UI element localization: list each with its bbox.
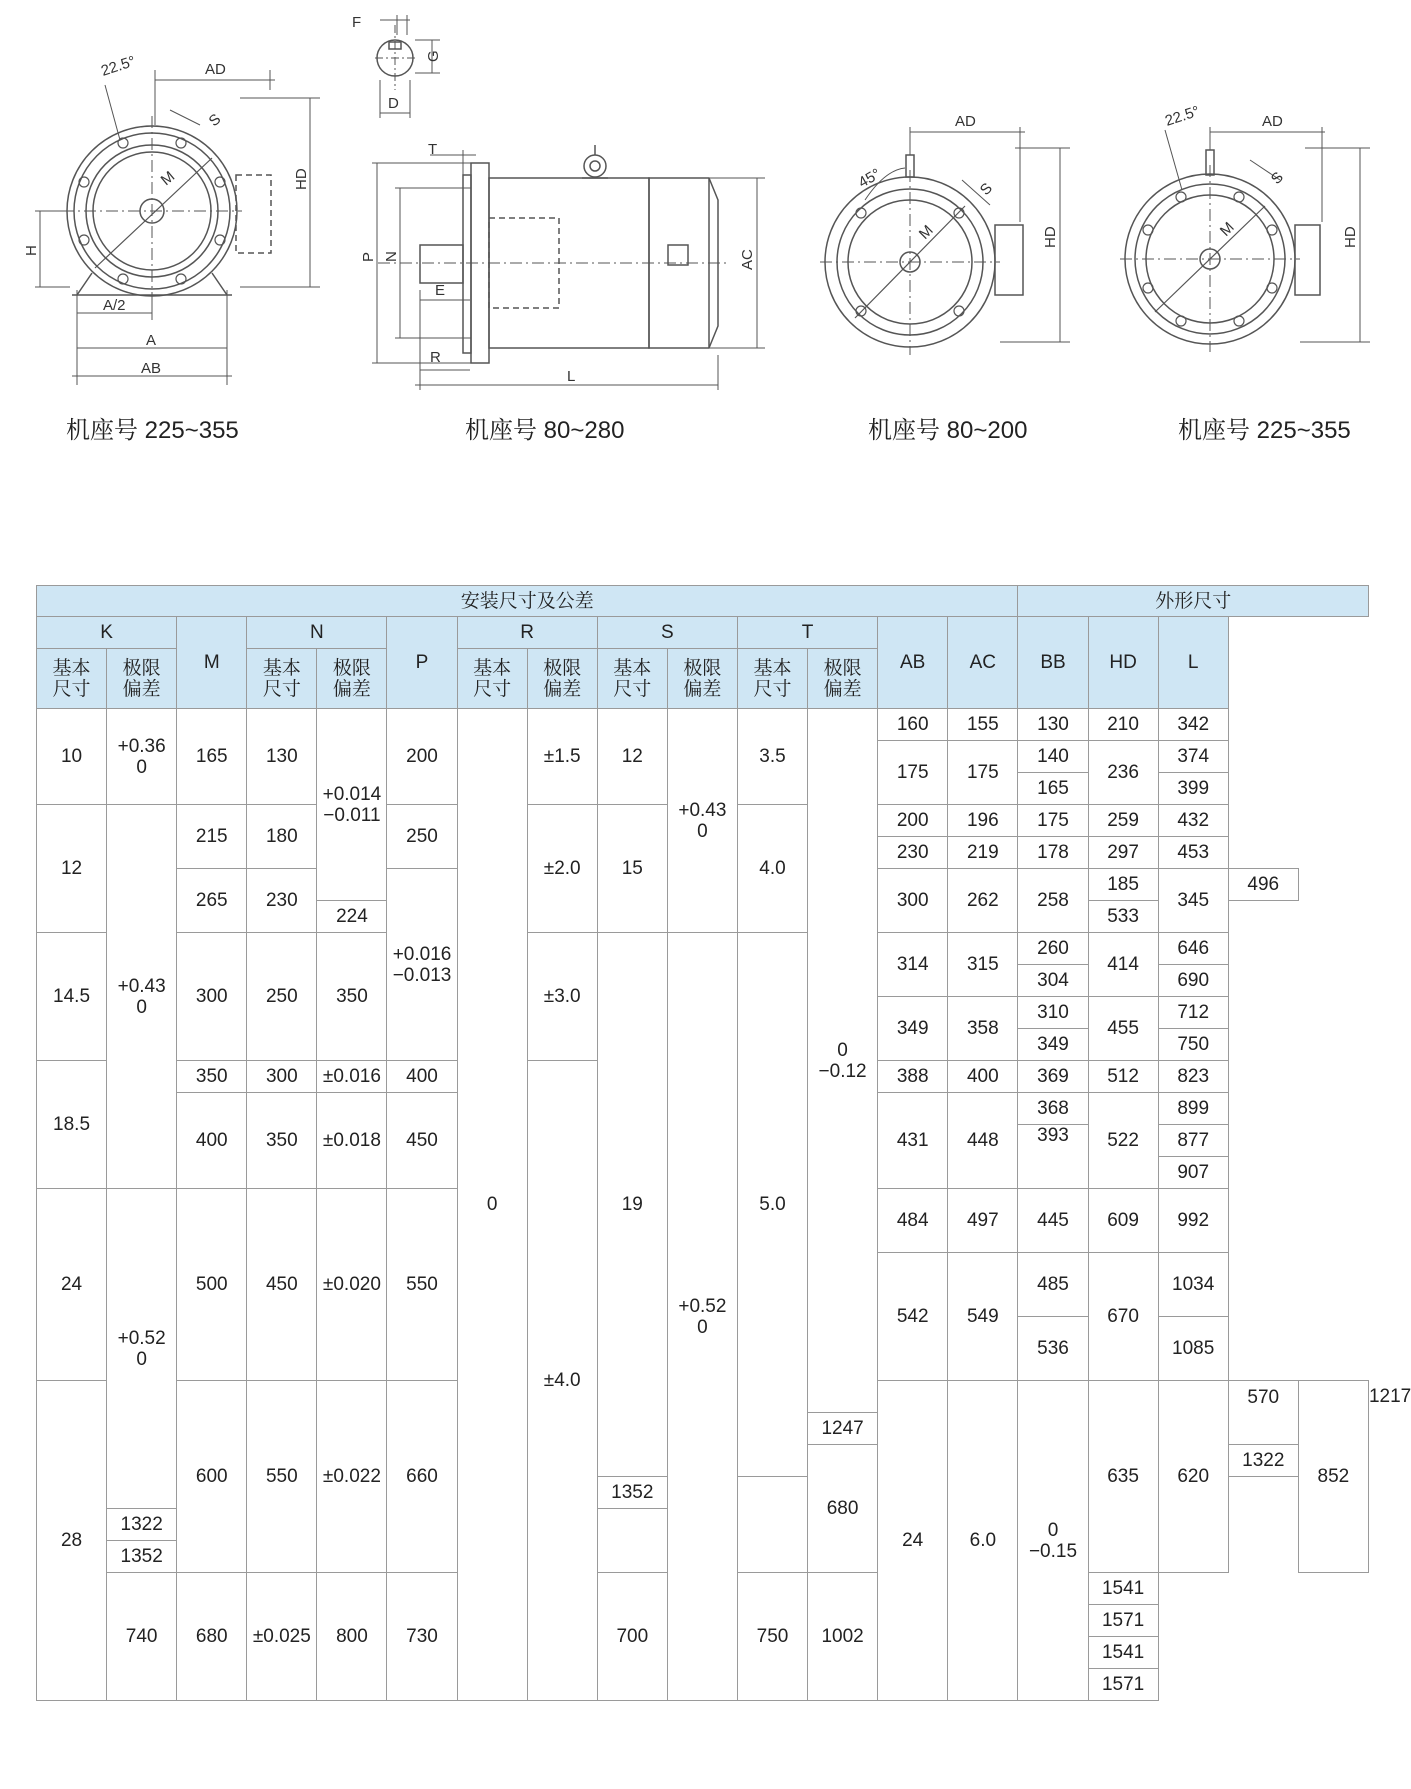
k-tol: +0.52 0 [107,1189,177,1509]
n-tol: +0.014 −0.011 [317,709,387,901]
hd-cell: 512 [1088,1061,1158,1093]
header-outline: 外形尺寸 [1018,586,1369,617]
hd-cell: 236 [1088,741,1158,805]
m-cell: 350 [177,1061,247,1093]
l-cell: 374 [1158,741,1228,773]
ab-cell: 200 [878,805,948,837]
bb-cell: 165 [1018,773,1088,805]
header-k: K [37,617,177,649]
bb-cell: 570 [1228,1381,1298,1445]
ac-cell: 400 [948,1061,1018,1093]
label-angle: 45° [855,165,884,192]
bb-cell: 368 [1018,1093,1088,1125]
t-basic: 3.5 [737,709,807,805]
header-r-tol: 极限 偏差 [527,649,597,709]
m-cell: 300 [177,933,247,1061]
l-cell: 533 [1088,901,1158,933]
header-t-tol: 极限 偏差 [808,649,878,709]
l-cell: 432 [1158,805,1228,837]
t-basic: 4.0 [737,805,807,933]
label-a-half: A/2 [103,297,126,314]
label-ab: AB [141,360,162,377]
m-cell: 165 [177,709,247,805]
hd-cell: 297 [1088,837,1158,869]
l-cell: 712 [1158,997,1228,1029]
k-tol: +0.36 0 [107,709,177,805]
l-cell: 1085 [1158,1317,1228,1381]
header-t-basic: 基本 尺寸 [737,649,807,709]
label-p: P [360,251,377,262]
header-k-tol: 极限 偏差 [107,649,177,709]
bb-cell: 175 [1018,805,1088,837]
m-cell: 400 [177,1093,247,1189]
s-tol: +0.52 0 [667,933,737,1701]
header-s: S [597,617,737,649]
header-r: R [457,617,597,649]
caption-3: 机座号 80~200 [868,417,1028,444]
header-l: L [1158,617,1228,709]
hd-cell: 345 [1158,869,1228,933]
r-tol: ±1.5 [527,709,597,805]
bb-cell: 304 [1018,965,1088,997]
header-ab: AB [878,617,948,709]
ac-cell: 549 [948,1253,1018,1381]
header-n-tol: 极限 偏差 [317,649,387,709]
l-cell: 1322 [107,1509,177,1541]
ab-cell: 388 [878,1061,948,1093]
l-cell: 496 [1228,869,1298,901]
label-a: A [146,332,157,349]
ac-cell: 196 [948,805,1018,837]
k-basic: 18.5 [37,1061,107,1189]
dimension-table: 安装尺寸及公差 外形尺寸 K M N P R S T AB AC BB HD L 基本 尺寸 极限 偏差 基本 尺寸 极限 偏差 基本 尺寸 极限 偏差 基本 尺寸 极限 偏差 基本 尺寸 极限 偏差 10 +0.36 0 165 130 +0.014 −0.011 200 0 ±1.5 12 +0.43 0 3.5 0 −0.12 160 155 130 210 342 175 175 140 236 374 165 399 12 +0.43 0 215 180 250 ±2.0 15 4.0 200 196 175 259 432 230 219 178 297 453 265 230 +0.016 −0.013 300 262 258 185 345 496 224 533 14.5 300 250 350 ±3.0 19 +0.52 0 5.0 314 315 260 414 646 304 690 349 358 310 455 712 349 750 18.5 350 300 ±0.016 400 ±4.0 388 400 369 512 823 400 350 ±0.018 450 431 448 368 522 899 393 877 907 24 +0.52 0 500 450 ±0.020 550 484 497 445 609 992 542 549 485 670 1034 536 1085 28 600 550 ±0.022 660 24 6.0 0 −0.15 635 620 570 852 1217 1247 680 1322 1352 1322 1352 740 680 ±0.025 800 730 700 750 1002 1541 1571 1541 1571 [36,585,1369,1701]
ab-cell: 635 [1088,1381,1158,1573]
bb-cell: 178 [1018,837,1088,869]
l-cell: 823 [1158,1061,1228,1093]
s-basic: 15 [597,805,667,933]
hd-cell: 609 [1088,1189,1158,1253]
ab-cell: 175 [878,741,948,805]
drawing-flange-view-large [1120,103,1370,352]
label-e: E [435,282,446,299]
header-p: P [387,617,457,709]
n-basic: 550 [247,1381,317,1573]
label-angle: 22.5° [98,52,138,80]
bb-cell: 224 [317,901,387,933]
header-k-basic: 基本 尺寸 [37,649,107,709]
r-tol: ±2.0 [527,805,597,933]
header-s-tol: 极限 偏差 [667,649,737,709]
p-cell: 400 [387,1061,457,1093]
n-basic: 680 [177,1573,247,1701]
caption-1: 机座号 225~355 [66,417,239,444]
ac-cell: 497 [948,1189,1018,1253]
label-t: T [428,141,438,158]
p-cell: 250 [387,805,457,869]
ac-cell: 155 [948,709,1018,741]
p-cell: 550 [387,1189,457,1381]
ab-cell: 542 [878,1253,948,1381]
bb-cell: 750 [737,1573,807,1701]
s-basic: 12 [597,709,667,805]
header-r-basic: 基本 尺寸 [457,649,527,709]
l-cell: 1571 [1088,1605,1158,1637]
k-basic: 28 [37,1381,107,1701]
n-basic: 450 [247,1189,317,1381]
label-r: R [430,349,441,366]
n-tol: ±0.016 [317,1061,387,1093]
label-ad: AD [205,61,226,78]
hd-cell: 455 [1088,997,1158,1061]
n-tol: +0.016 −0.013 [387,869,457,1061]
p-cell: 450 [387,1093,457,1189]
header-n-basic: 基本 尺寸 [247,649,317,709]
label-m: M [915,221,937,243]
k-basic: 14.5 [37,933,107,1061]
label-ad: AD [1262,113,1283,130]
l-cell: 1322 [1228,1445,1298,1477]
ab-cell: 431 [878,1093,948,1189]
ab-cell: 160 [878,709,948,741]
n-tol: ±0.020 [317,1189,387,1381]
ac-cell: 258 [1018,869,1088,933]
l-cell: 907 [1158,1157,1228,1189]
n-basic: 230 [247,869,317,933]
l-cell: 453 [1158,837,1228,869]
label-angle: 22.5° [1162,102,1202,130]
technical-drawings [0,0,1399,400]
bb-cell: 185 [1088,869,1158,901]
k-basic: 12 [37,805,107,933]
header-hd: HD [1088,617,1158,709]
bb-cell: 369 [1018,1061,1088,1093]
r-tol: ±3.0 [527,933,597,1061]
bb-cell: 310 [1018,997,1088,1029]
ab-cell: 349 [878,997,948,1061]
header-m: M [177,617,247,709]
hd-cell: 670 [1088,1253,1158,1381]
header-install: 安装尺寸及公差 [37,586,1018,617]
n-basic: 300 [247,1061,317,1093]
header-bb: BB [1018,617,1088,709]
p-cell: 660 [387,1381,457,1573]
hd-cell: 522 [1088,1093,1158,1189]
ab-cell: 484 [878,1189,948,1253]
bb-cell: 349 [1018,1029,1088,1061]
t-tol: 0 −0.12 [808,709,878,1413]
l-cell: 1034 [1158,1253,1228,1317]
drawing-side-view [352,14,765,390]
l-cell: 1541 [1088,1637,1158,1669]
ac-cell: 448 [948,1093,1018,1189]
n-basic: 130 [247,709,317,805]
n-basic: 180 [247,805,317,869]
l-cell: 750 [1158,1029,1228,1061]
m-cell: 215 [177,805,247,869]
t-basic: 6.0 [948,1381,1018,1701]
header-t: T [737,617,877,649]
drawing-flange-view-small [820,113,1070,355]
ab-cell: 230 [878,837,948,869]
bb-cell: 536 [1018,1317,1088,1381]
drawing-end-view-foot [23,53,320,385]
p-cell: 200 [387,709,457,805]
ac-cell: 358 [948,997,1018,1061]
t-tol: 0 −0.15 [1018,1381,1088,1701]
hd-cell: 210 [1088,709,1158,741]
ac-cell: 315 [948,933,1018,997]
p-cell: 350 [317,933,387,1061]
label-m: M [1216,218,1238,240]
label-m: M [157,168,179,190]
l-cell: 646 [1158,933,1228,965]
bb-cell: 130 [1018,709,1088,741]
l-cell: 877 [1158,1125,1228,1157]
label-h: H [23,245,40,256]
m-cell: 600 [177,1381,247,1573]
m-cell: 740 [107,1573,177,1701]
p-cell: 800 [317,1573,387,1701]
hd-cell: 1002 [808,1573,878,1701]
l-cell: 899 [1158,1093,1228,1125]
bb-cell: 393 [1018,1125,1088,1189]
l-cell: 1247 [808,1413,878,1445]
ab-cell: 262 [948,869,1018,933]
bb-cell: 140 [1018,741,1088,773]
l-cell: 1352 [597,1477,667,1509]
ac-cell: 219 [948,837,1018,869]
ab-cell: 314 [878,933,948,997]
m-cell: 500 [177,1189,247,1381]
header-s-basic: 基本 尺寸 [597,649,667,709]
label-s: S [1267,168,1287,188]
s-basic: 24 [878,1381,948,1701]
t-basic: 5.0 [737,933,807,1477]
n-tol: ±0.018 [317,1093,387,1189]
hd-cell: 259 [1088,805,1158,837]
label-hd: HD [1342,226,1359,248]
hd-cell: 852 [1298,1381,1368,1573]
ac-cell: 175 [948,741,1018,805]
label-n: N [383,251,400,262]
ac-cell: 620 [1158,1381,1228,1573]
label-ac: AC [739,249,756,270]
n-tol: ±0.022 [317,1381,387,1573]
ab-cell: 730 [387,1573,457,1701]
n-tol: ±0.025 [247,1573,317,1701]
n-basic: 350 [247,1093,317,1189]
bb-cell: 485 [1018,1253,1088,1317]
k-tol: +0.43 0 [107,805,177,1189]
s-tol: +0.43 0 [667,709,737,933]
m-cell: 265 [177,869,247,933]
r-tol: ±4.0 [527,1061,597,1701]
label-g: G [425,50,442,62]
l-cell: 690 [1158,965,1228,997]
k-basic: 24 [37,1189,107,1381]
l-cell: 1352 [107,1541,177,1573]
n-basic: 250 [247,933,317,1061]
header-ac: AC [948,617,1018,709]
bb-cell: 680 [808,1445,878,1573]
ac-cell: 700 [597,1573,667,1701]
l-cell: 992 [1158,1189,1228,1253]
caption-4: 机座号 225~355 [1178,417,1351,444]
s-basic: 19 [597,933,667,1477]
label-s: S [976,179,996,199]
bb-cell: 260 [1018,933,1088,965]
label-s: S [205,110,225,131]
label-f: F [352,14,362,31]
label-l: L [567,368,576,385]
r-basic: 0 [457,709,527,1701]
label-ad: AD [955,113,976,130]
l-cell: 1571 [1088,1669,1158,1701]
label-hd: HD [1042,226,1059,248]
l-cell: 342 [1158,709,1228,741]
k-basic: 10 [37,709,107,805]
l-cell: 399 [1158,773,1228,805]
label-d: D [388,95,399,112]
hd-cell: 414 [1088,933,1158,997]
p-cell: 300 [878,869,948,933]
label-hd: HD [293,168,310,190]
bb-cell: 445 [1018,1189,1088,1253]
l-cell: 1541 [1088,1573,1158,1605]
header-n: N [247,617,387,649]
caption-2: 机座号 80~280 [465,417,625,444]
